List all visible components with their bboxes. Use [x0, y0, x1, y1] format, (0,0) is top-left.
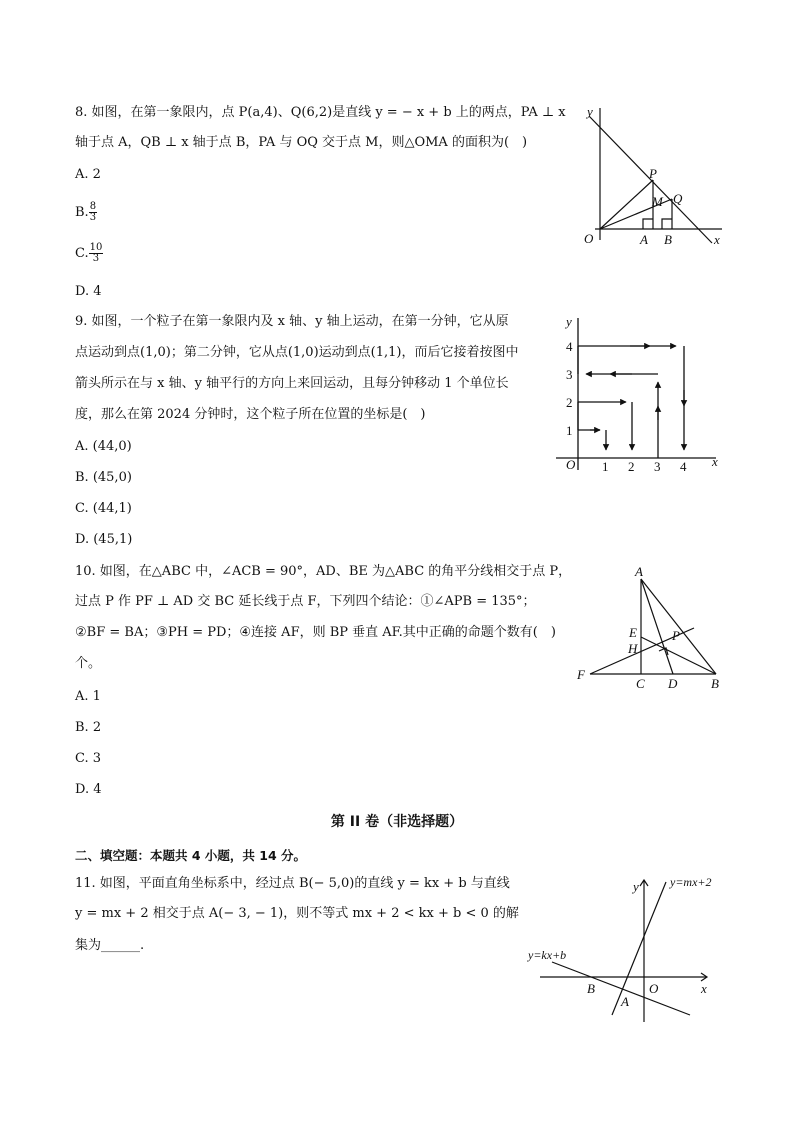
q9-tick-x4: 4: [680, 459, 687, 474]
q8-right-angle-a: [643, 219, 653, 229]
q9-label-y: y: [566, 314, 572, 329]
q9-tick-y4: 4: [566, 339, 573, 354]
q11-label-line-kxb: y=kx+b: [528, 948, 567, 962]
q8-stem-line2: 轴于点 A，QB ⊥ x 轴于点 B，PA 与 OQ 交于点 M，则△OMA 的面积为( ): [75, 135, 528, 150]
q10-label-c: C: [636, 676, 645, 691]
q10-option-c[interactable]: C. 3: [75, 751, 102, 766]
q8-label-p: P: [649, 166, 657, 181]
q11-label-o: O: [649, 981, 659, 996]
q8-figure: [575, 95, 735, 255]
section-title: 第 II 卷（非选择题）: [330, 814, 464, 830]
q9-tick-x2: 2: [628, 459, 635, 474]
q9-tick-y2: 2: [566, 395, 573, 410]
q10-stem-line3: ②BF = BA；③PH = PD；④连接 AF，则 BP 垂直 AF.其中正确的命题个数有( ): [75, 625, 556, 640]
q8-label-x: x: [714, 232, 720, 247]
q9-label-x: x: [712, 454, 718, 469]
q9-figure: [550, 305, 730, 475]
q9-tick-y3: 3: [566, 367, 573, 382]
q11-label-line-mx2: y=mx+2: [670, 875, 712, 889]
q9-label-o: O: [566, 457, 576, 472]
q8-option-b-fraction: [89, 202, 97, 223]
q11-label-x: x: [701, 981, 707, 996]
q9-tick-x1: 1: [602, 459, 609, 474]
q11-label-y: y: [633, 879, 639, 894]
q10-label-f: F: [577, 667, 585, 682]
q10-label-b: B: [711, 676, 719, 691]
q10-stem-line4: 个。: [75, 656, 102, 671]
q8-option-d[interactable]: D. 4: [75, 284, 102, 299]
q8-label-o: O: [584, 231, 594, 246]
q8-label-m: M: [652, 194, 663, 209]
q10-option-b[interactable]: B. 2: [75, 720, 102, 735]
q9-tick-y1: 1: [566, 423, 573, 438]
q8-option-b[interactable]: [75, 202, 97, 223]
q9-option-a[interactable]: A. (44,0): [75, 439, 132, 454]
q11-stem-line3: 集为______.: [75, 938, 145, 953]
q9-stem-line4: 度，那么在第 2024 分钟时，这个粒子所在位置的坐标是( ): [75, 407, 426, 422]
q8-option-c-label: C.: [75, 246, 89, 261]
q8-option-b-numerator: 8: [89, 201, 97, 212]
q10-label-e: E: [629, 625, 637, 640]
q8-segment-op: [600, 180, 653, 229]
q10-label-d: D: [668, 676, 678, 691]
q10-stem-line1: 10. 如图，在△ABC 中，∠ACB = 90°，AD、BE 为△ABC 的角平分线相交于点 P，: [75, 564, 572, 579]
q10-stem-line2: 过点 P 作 PF ⊥ AD 交 BC 延长线于点 F，下列四个结论：①∠APB = 135°；: [75, 594, 536, 609]
q10-label-h: H: [628, 641, 638, 656]
q8-option-c-fraction: [89, 243, 104, 264]
q11-figure: [525, 865, 730, 1025]
q9-stem-line3: 箭头所示在与 x 轴、y 轴平行的方向上来回运动，且每分钟移动 1 个单位长: [75, 376, 509, 391]
q11-stem-line2: y = mx + 2 相交于点 A(− 3, − 1)，则不等式 mx + 2 < kx + b < 0 的解: [75, 906, 519, 921]
q11-label-b: B: [587, 981, 595, 996]
q9-option-b[interactable]: B. (45,0): [75, 470, 132, 485]
q9-stem-line1: 9. 如图，一个粒子在第一象限内及 x 轴、y 轴上运动，在第一分钟，它从原: [75, 314, 509, 329]
q8-label-b: B: [664, 232, 672, 247]
q9-option-c[interactable]: C. (44,1): [75, 501, 132, 516]
q8-right-angle-b: [662, 219, 672, 229]
q8-label-y: y: [587, 104, 593, 119]
q8-option-c-denominator: 3: [92, 253, 100, 264]
q10-side-ab: [641, 579, 716, 674]
q8-option-b-label: B.: [75, 205, 89, 220]
q8-label-a: A: [640, 232, 648, 247]
q9-tick-x3: 3: [654, 459, 661, 474]
q10-option-a[interactable]: A. 1: [75, 689, 101, 704]
q8-option-c-numerator: 10: [89, 242, 103, 253]
q11-stem-line1: 11. 如图，平面直角坐标系中，经过点 B(− 5,0)的直线 y = kx + b 与直线: [75, 876, 510, 891]
q8-option-c[interactable]: [75, 243, 103, 264]
q10-figure: [570, 560, 730, 695]
q10-bisector-ad: [641, 579, 673, 674]
q10-option-d[interactable]: D. 4: [75, 782, 102, 797]
q9-option-d[interactable]: D. (45,1): [75, 532, 133, 547]
q10-label-p: P: [672, 628, 680, 643]
fill-in-heading: 二、填空题：本题共 4 小题，共 14 分。: [75, 848, 307, 863]
q10-label-a: A: [635, 564, 643, 579]
q8-stem-line1: 8. 如图，在第一象限内，点 P(a,4)、Q(6,2)是直线 y = − x + b 上的两点，PA ⊥ x: [75, 105, 566, 120]
q8-option-a[interactable]: A. 2: [75, 167, 101, 182]
q9-stem-line2: 点运动到点(1,0)；第二分钟，它从点(1,0)运动到点(1,1)，而后它接着按图中: [75, 345, 519, 360]
q11-label-a: A: [621, 994, 629, 1009]
q8-option-b-denominator: 3: [89, 212, 97, 223]
q8-label-q: Q: [673, 191, 683, 206]
